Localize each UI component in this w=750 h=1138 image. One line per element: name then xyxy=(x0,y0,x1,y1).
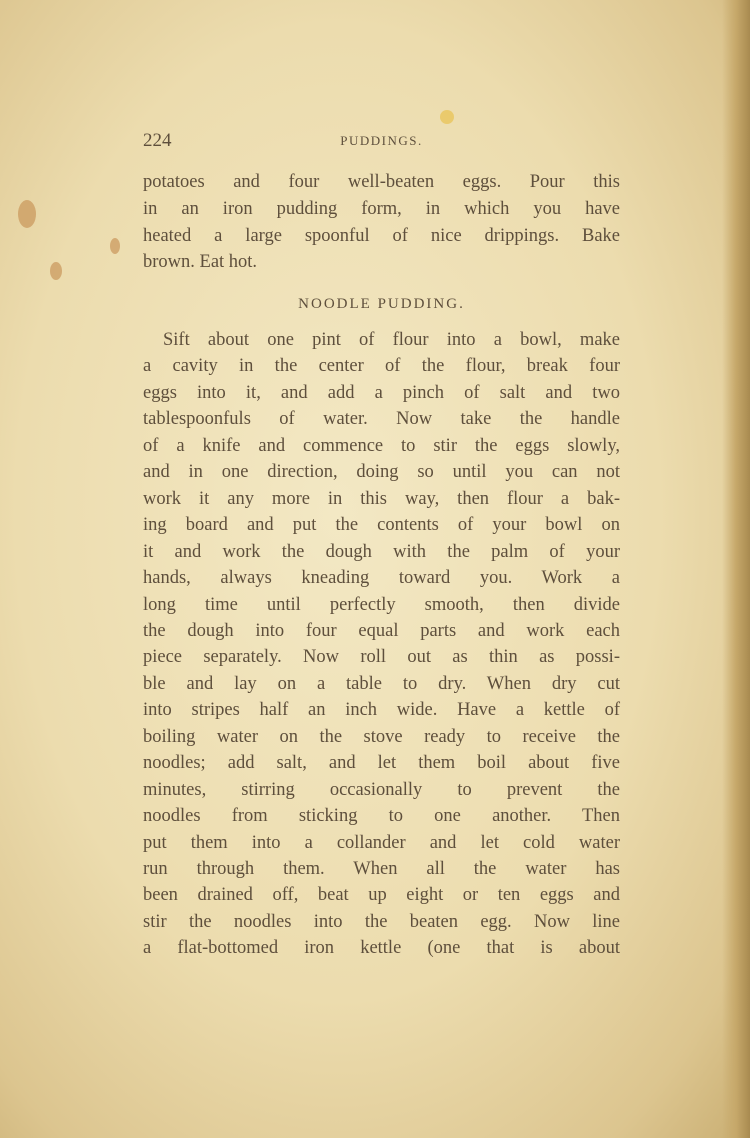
text-line: a cavity in the center of the flour, break four xyxy=(143,356,620,377)
text-line: piece separately. Now roll out as thin as possi- xyxy=(143,647,620,668)
text-line: eggs into it, and add a pinch of salt and two xyxy=(143,382,620,403)
text-line: ing board and put the contents of your bowl on xyxy=(143,515,620,536)
text-line: noodles from sticking to one another. Then xyxy=(143,806,620,827)
text-line: run through them. When all the water has xyxy=(143,859,620,879)
text-line: Sift about one pint of flour into a bowl, make xyxy=(163,330,620,350)
stain xyxy=(18,200,36,228)
text-line: and in one direction, doing so until you can not xyxy=(143,462,620,483)
text-line: heated a large spoonful of nice drippings. Bake xyxy=(143,225,620,246)
text-line: boiling water on the stove ready to receive the xyxy=(143,726,620,747)
text-line: into stripes half an inch wide. Have a kettle of xyxy=(143,700,620,721)
text-line: brown. Eat hot. xyxy=(143,252,258,273)
text-line: it and work the dough with the palm of your xyxy=(143,541,620,562)
text-line: hands, always kneading toward you. Work a xyxy=(143,568,620,589)
text-line: long time until perfectly smooth, then divide xyxy=(143,594,620,615)
text-line: minutes, stirring occasionally to prevent the xyxy=(143,779,620,800)
section-heading: NOODLE PUDDING. xyxy=(298,296,465,312)
text-line: potatoes and four well-beaten eggs. Pour this xyxy=(143,172,620,192)
text-line: stir the noodles into the beaten egg. Now line xyxy=(143,911,620,932)
page-number: 224 xyxy=(143,130,172,151)
stain xyxy=(440,110,454,124)
text-line: put them into a collander and let cold water xyxy=(143,832,620,853)
text-line: tablespoonfuls of water. Now take the handle xyxy=(143,409,620,430)
stain xyxy=(110,238,120,254)
stain xyxy=(50,262,62,280)
page-edge xyxy=(722,0,750,1138)
text-line: in an iron pudding form, in which you have xyxy=(143,198,620,219)
text-line: noodles; add salt, and let them boil about five xyxy=(143,753,620,774)
text-line: a flat-bottomed iron kettle (one that is about xyxy=(143,938,620,959)
text-line: of a knife and commence to stir the eggs slowly, xyxy=(143,435,620,456)
running-head: PUDDINGS. xyxy=(340,133,423,148)
page-header xyxy=(143,130,620,154)
text-line: the dough into four equal parts and work each xyxy=(143,620,620,641)
text-line: ble and lay on a table to dry. When dry cut xyxy=(143,673,620,694)
text-line: been drained off, beat up eight or ten eggs and xyxy=(143,885,620,906)
text-line: work it any more in this way, then flour a bak- xyxy=(143,488,620,509)
